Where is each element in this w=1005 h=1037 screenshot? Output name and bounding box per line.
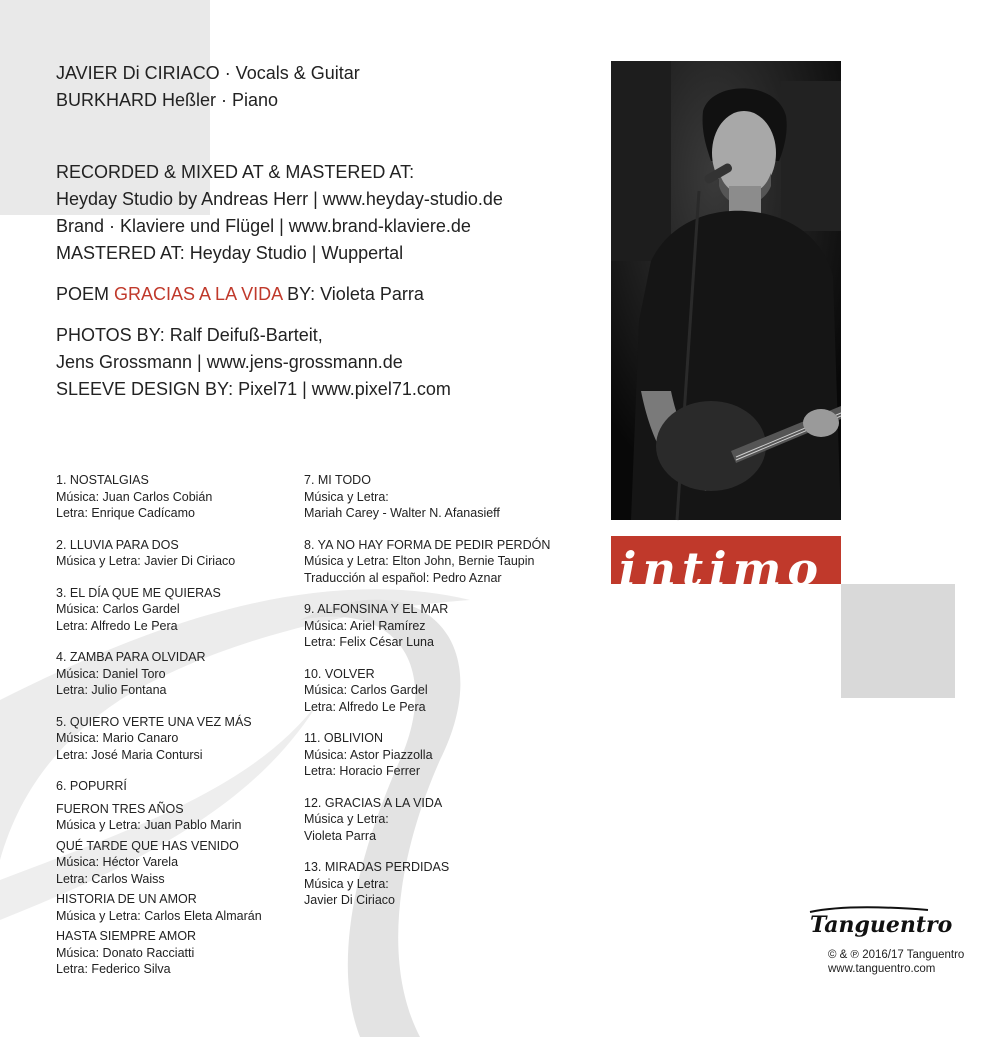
track-title: 12. GRACIAS A LA VIDA xyxy=(304,795,443,810)
medley-part xyxy=(56,838,296,888)
track-item xyxy=(304,730,594,780)
studio-heyday: Heyday Studio by Andreas Herr | www.heyday-studio.de xyxy=(56,189,503,209)
track-item xyxy=(304,472,594,522)
track-title: 8. YA NO HAY FORMA DE PEDIR PERDÓN xyxy=(304,537,551,552)
track-credit: Traducción al español: Pedro Aznar xyxy=(304,570,502,585)
tracklist-column-1 xyxy=(56,472,296,993)
poem-prefix: POEM xyxy=(56,284,115,304)
track-item xyxy=(56,714,296,764)
track-credit: Música: Juan Carlos Cobián xyxy=(56,489,213,504)
track-credit: Música: Donato Racciatti xyxy=(56,945,195,960)
popurri-medley xyxy=(56,778,296,978)
performer-photo xyxy=(611,61,841,520)
track-credit: Letra: Enrique Cadícamo xyxy=(56,506,195,520)
track-credit: Música: Ariel Ramírez xyxy=(304,618,426,633)
poem-title: GRACIAS A LA VIDA xyxy=(114,284,283,304)
track-credit: Música: Astor Piazzolla xyxy=(304,747,433,762)
track-item xyxy=(56,472,296,522)
track-item xyxy=(304,537,594,587)
gray-square-decoration xyxy=(841,584,955,698)
track-item xyxy=(56,537,296,570)
track-title: 3. EL DÍA QUE ME QUIERAS xyxy=(56,585,221,600)
track-credit: Música: Carlos Gardel xyxy=(304,683,428,697)
performer-piano: BURKHARD Heßler · Piano xyxy=(56,90,279,110)
album-title-banner xyxy=(611,536,841,596)
track-item xyxy=(56,585,296,635)
track-item xyxy=(304,859,594,909)
track-item xyxy=(304,601,594,651)
track-title: 11. OBLIVION xyxy=(304,731,383,745)
track-credit: Música y Letra: xyxy=(304,876,389,891)
track-credit: Letra: Felix César Luna xyxy=(304,635,434,649)
track-title: 4. ZAMBA PARA OLVIDAR xyxy=(56,650,206,664)
track-credit: Letra: Julio Fontana xyxy=(56,683,167,697)
track-credit: Letra: José Maria Contursi xyxy=(56,747,203,762)
track-credit: Letra: Carlos Waiss xyxy=(56,871,165,886)
track-credit: Música: Héctor Varela xyxy=(56,855,179,869)
tracklist-column-2 xyxy=(304,472,594,924)
track-credit: Letra: Alfredo Le Pera xyxy=(304,699,426,714)
medley-part-title: HISTORIA DE UN AMOR xyxy=(56,892,197,906)
track-title: 7. MI TODO xyxy=(304,473,371,487)
track-item xyxy=(304,795,594,845)
photos-credit-1: PHOTOS BY: Ralf Deifuß-Barteit, xyxy=(56,325,323,345)
website-line: www.tanguentro.com xyxy=(828,963,936,975)
track-title: 13. MIRADAS PERDIDAS xyxy=(304,860,450,874)
recorded-heading: RECORDED & MIXED AT & MASTERED AT: xyxy=(56,162,415,182)
track-credit: Música y Letra: xyxy=(304,489,389,504)
track-credit: Música: Carlos Gardel xyxy=(56,602,180,616)
track-title: 2. LLUVIA PARA DOS xyxy=(56,537,179,552)
medley-part-title: FUERON TRES AÑOS xyxy=(56,801,184,816)
album-title-text: intimo xyxy=(619,542,824,596)
performer-photo-illustration xyxy=(611,61,841,520)
medley-part-title: HASTA SIEMPRE AMOR xyxy=(56,929,197,943)
track-title: 5. QUIERO VERTE UNA VEZ MÁS xyxy=(56,714,252,729)
medley-part xyxy=(56,801,296,834)
track-credit: Letra: Horacio Ferrer xyxy=(304,764,421,778)
medley-part-title: QUÉ TARDE QUE HAS VENIDO xyxy=(56,838,239,853)
copyright-line: © & ℗ 2016/17 Tanguentro xyxy=(828,949,965,961)
poem-suffix: BY: Violeta Parra xyxy=(282,284,424,304)
track-item xyxy=(304,666,594,716)
copyright-block xyxy=(828,948,964,976)
track-credit: Javier Di Ciriaco xyxy=(304,893,395,907)
track-credit: Violeta Parra xyxy=(304,828,377,843)
track-credit: Música y Letra: xyxy=(304,812,389,826)
studio-brand: Brand · Klaviere und Flügel | www.brand-klaviere.de xyxy=(56,216,471,236)
track-item xyxy=(56,649,296,699)
credits-block xyxy=(56,60,503,403)
track-credit: Mariah Carey - Walter N. Afanasieff xyxy=(304,506,500,520)
track-credit: Música y Letra: Juan Pablo Marin xyxy=(56,818,242,832)
track-credit: Música: Mario Canaro xyxy=(56,731,179,745)
track-title: 6. POPURRÍ xyxy=(56,779,127,793)
track-title: 10. VOLVER xyxy=(304,666,375,681)
track-credit: Letra: Federico Silva xyxy=(56,962,171,976)
track-title: 1. NOSTALGIAS xyxy=(56,473,149,487)
sleeve-design-credit: SLEEVE DESIGN BY: Pixel71 | www.pixel71.com xyxy=(56,379,451,399)
track-credit: Música: Daniel Toro xyxy=(56,666,166,681)
poem-credit xyxy=(56,281,503,308)
track-credit: Música y Letra: Elton John, Bernie Taupin xyxy=(304,554,535,568)
tanguentro-logo xyxy=(808,898,953,950)
track-credit: Letra: Alfredo Le Pera xyxy=(56,618,178,633)
track-credit: Música y Letra: Javier Di Ciriaco xyxy=(56,554,236,568)
mastered-at: MASTERED AT: Heyday Studio | Wuppertal xyxy=(56,243,404,263)
medley-part xyxy=(56,891,296,924)
logo-text: Tanguentro xyxy=(810,912,953,938)
photos-credit-2: Jens Grossmann | www.jens-grossmann.de xyxy=(56,352,403,372)
performer-vocals: JAVIER Di CIRIACO · Vocals & Guitar xyxy=(56,63,360,83)
track-credit: Música y Letra: Carlos Eleta Almarán xyxy=(56,908,262,923)
track-title: 9. ALFONSINA Y EL MAR xyxy=(304,602,449,616)
medley-part xyxy=(56,928,296,978)
